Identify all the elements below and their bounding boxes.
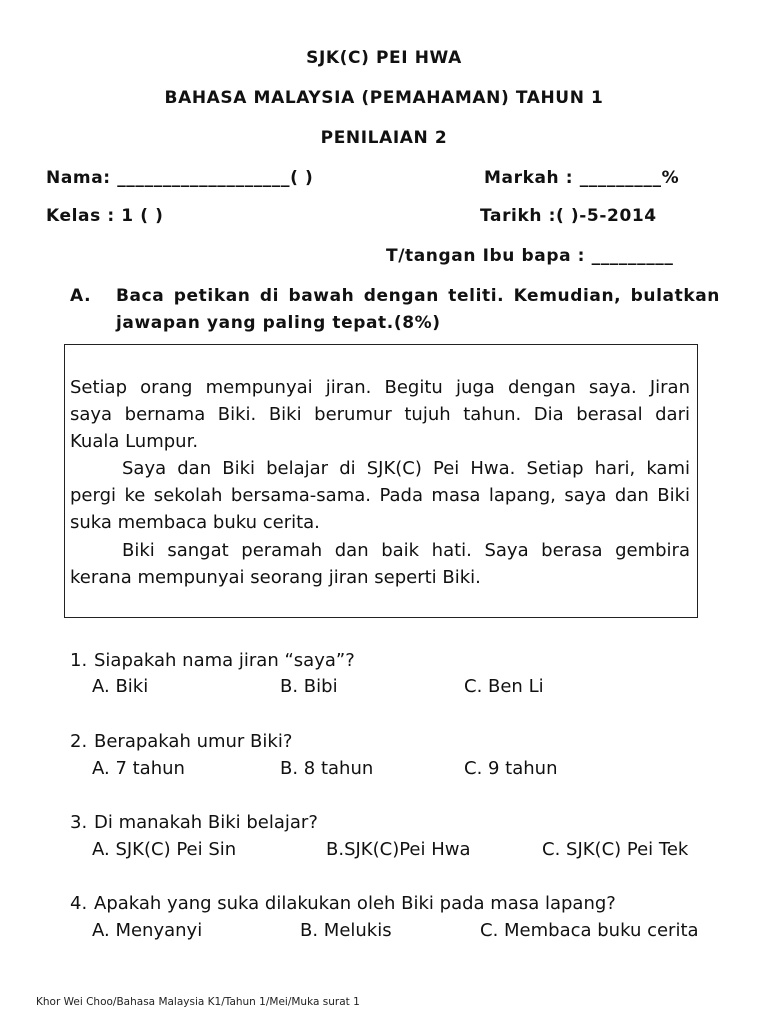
instruction-line-2: jawapan yang paling tepat.(8%) bbox=[116, 313, 441, 333]
passage-line: Biki sangat peramah dan baik hati. Saya berasa gembira bbox=[122, 540, 690, 561]
option-b[interactable]: B. Bibi bbox=[280, 676, 338, 697]
option-a[interactable]: A. Biki bbox=[92, 676, 149, 697]
page-footer: Khor Wei Choo/Bahasa Malaysia K1/Tahun 1/Mei/Muka surat 1 bbox=[36, 996, 360, 1008]
option-b[interactable]: B. 8 tahun bbox=[280, 758, 374, 779]
question-number: 4. bbox=[70, 893, 88, 914]
option-a[interactable]: A. Menyanyi bbox=[92, 920, 203, 941]
option-a[interactable]: A. SJK(C) Pei Sin bbox=[92, 839, 237, 860]
option-b[interactable]: B.SJK(C)Pei Hwa bbox=[326, 839, 471, 860]
subject-title: BAHASA MALAYSIA (PEMAHAMAN) TAHUN 1 bbox=[164, 88, 604, 108]
instruction-line-1: Baca petikan di bawah dengan teliti. Kemudian, bulatkan bbox=[116, 286, 720, 306]
section-letter: A. bbox=[70, 286, 92, 306]
passage-line: Setiap orang mempunyai jiran. Begitu juga dengan saya. Jiran bbox=[70, 377, 690, 398]
question-text: Berapakah umur Biki? bbox=[94, 731, 293, 752]
option-c[interactable]: C. 9 tahun bbox=[464, 758, 558, 779]
option-a[interactable]: A. 7 tahun bbox=[92, 758, 185, 779]
passage-line: Saya dan Biki belajar di SJK(C) Pei Hwa. Setiap hari, kami bbox=[122, 458, 690, 479]
passage-line: pergi ke sekolah bersama-sama. Pada masa lapang, saya dan Biki bbox=[70, 485, 690, 506]
kelas-field: Kelas : 1 ( ) bbox=[46, 206, 164, 226]
question-number: 2. bbox=[70, 731, 88, 752]
option-c[interactable]: C. Ben Li bbox=[464, 676, 544, 697]
passage-line: saya bernama Biki. Biki berumur tujuh tahun. Dia berasal dari bbox=[70, 404, 690, 425]
assessment-title: PENILAIAN 2 bbox=[320, 128, 448, 148]
option-b[interactable]: B. Melukis bbox=[300, 920, 392, 941]
question-text: Apakah yang suka dilakukan oleh Biki pada masa lapang? bbox=[94, 893, 616, 914]
nama-field: Nama: ___________________( ) bbox=[46, 168, 314, 188]
school-name: SJK(C) PEI HWA bbox=[306, 48, 462, 68]
passage-line: Kuala Lumpur. bbox=[70, 431, 199, 452]
option-c[interactable]: C. Membaca buku cerita bbox=[480, 920, 699, 941]
question-number: 3. bbox=[70, 812, 88, 833]
signature-field: T/tangan Ibu bapa : _________ bbox=[386, 246, 674, 266]
question-text: Di manakah Biki belajar? bbox=[94, 812, 318, 833]
markah-field: Markah : _________% bbox=[484, 168, 680, 188]
question-text: Siapakah nama jiran “saya”? bbox=[94, 650, 355, 671]
passage-line: suka membaca buku cerita. bbox=[70, 512, 320, 533]
passage-line: kerana mempunyai seorang jiran seperti Biki. bbox=[70, 567, 481, 588]
question-number: 1. bbox=[70, 650, 88, 671]
tarikh-field: Tarikh :( )-5-2014 bbox=[480, 206, 657, 226]
option-c[interactable]: C. SJK(C) Pei Tek bbox=[542, 839, 689, 860]
